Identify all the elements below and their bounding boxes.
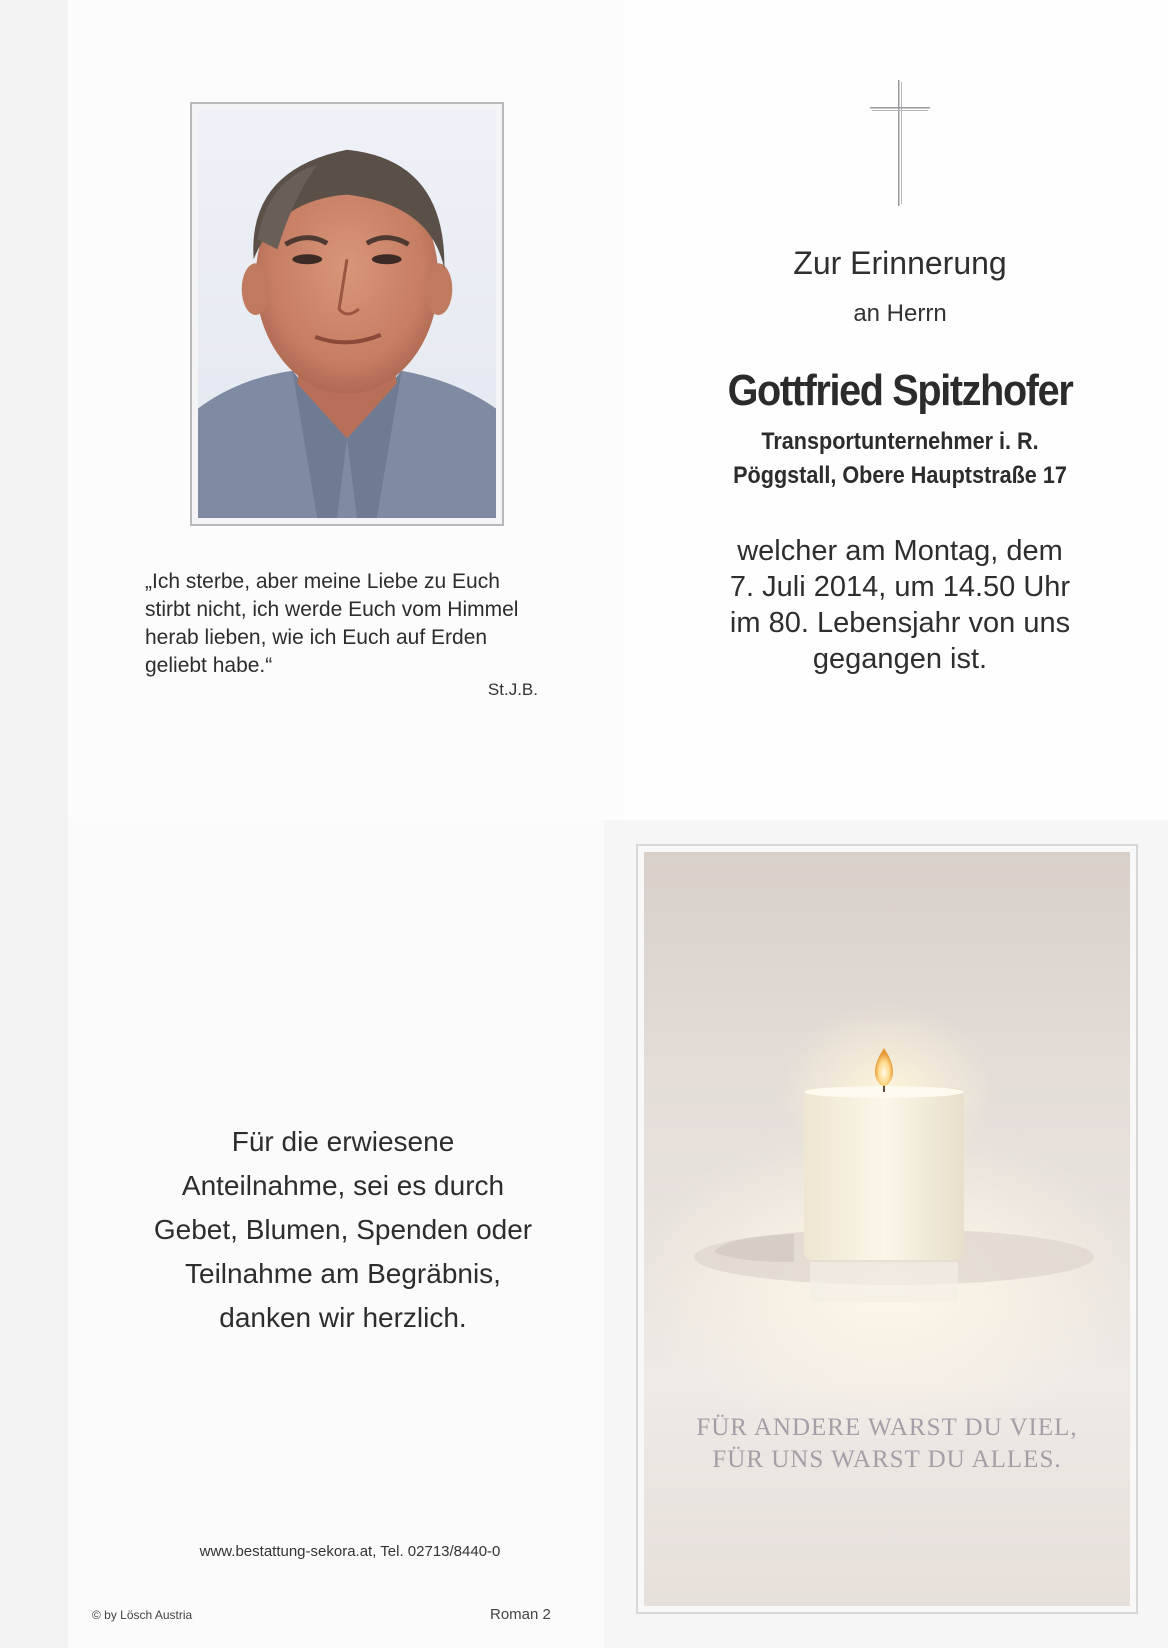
thanks-line: Teilnahme am Begräbnis,	[185, 1258, 501, 1289]
verse-line: FÜR ANDERE WARST DU VIEL,	[696, 1414, 1078, 1441]
death-line: gegangen ist.	[812, 643, 988, 675]
quote-line: geliebt habe.“	[145, 654, 273, 677]
quote-line: herab lieben, wie ich Euch auf Erden	[145, 626, 488, 649]
verse-line: FÜR UNS WARST DU ALLES.	[712, 1446, 1062, 1473]
copyright-notice: © by Lösch Austria	[92, 1608, 193, 1622]
card-model-label: Roman 2	[490, 1606, 551, 1623]
thanks-text	[128, 1120, 558, 1340]
death-line: 7. Juli 2014, um 14.50 Uhr	[729, 571, 1071, 603]
deceased-name: Gottfried Spitzhofer	[727, 366, 1073, 415]
card-verse	[644, 1412, 1130, 1476]
deceased-address: Pöggstall, Obere Hauptstraße 17	[733, 462, 1067, 489]
thanks-line: Anteilnahme, sei es durch	[181, 1170, 505, 1201]
thanks-line: danken wir herzlich.	[219, 1302, 467, 1333]
death-notice	[680, 533, 1120, 677]
memorial-heading: Zur Erinnerung	[793, 245, 1007, 281]
deceased-occupation: Transportunternehmer i. R.	[761, 428, 1039, 455]
candle-icon	[644, 852, 1130, 1606]
quote-author: St.J.B.	[487, 680, 538, 699]
death-line: welcher am Montag, dem	[737, 535, 1063, 567]
thanks-line: Gebet, Blumen, Spenden oder	[153, 1214, 533, 1245]
funeral-home-contact: www.bestattung-sekora.at, Tel. 02713/8440-0	[199, 1543, 501, 1560]
quote-line: „Ich sterbe, aber meine Liebe zu Euch	[145, 570, 500, 593]
quote-line: stirbt nicht, ich werde Euch vom Himmel	[145, 598, 519, 621]
portrait-image	[198, 110, 496, 518]
memorial-salutation: an Herrn	[853, 300, 947, 327]
thanks-line: Für die erwiesene	[231, 1126, 455, 1157]
quote-text	[145, 568, 555, 680]
candle-picture	[636, 844, 1138, 1614]
death-line: im 80. Lebensjahr von uns	[729, 607, 1071, 639]
portrait-photo	[190, 102, 504, 526]
cross-icon	[870, 80, 930, 206]
